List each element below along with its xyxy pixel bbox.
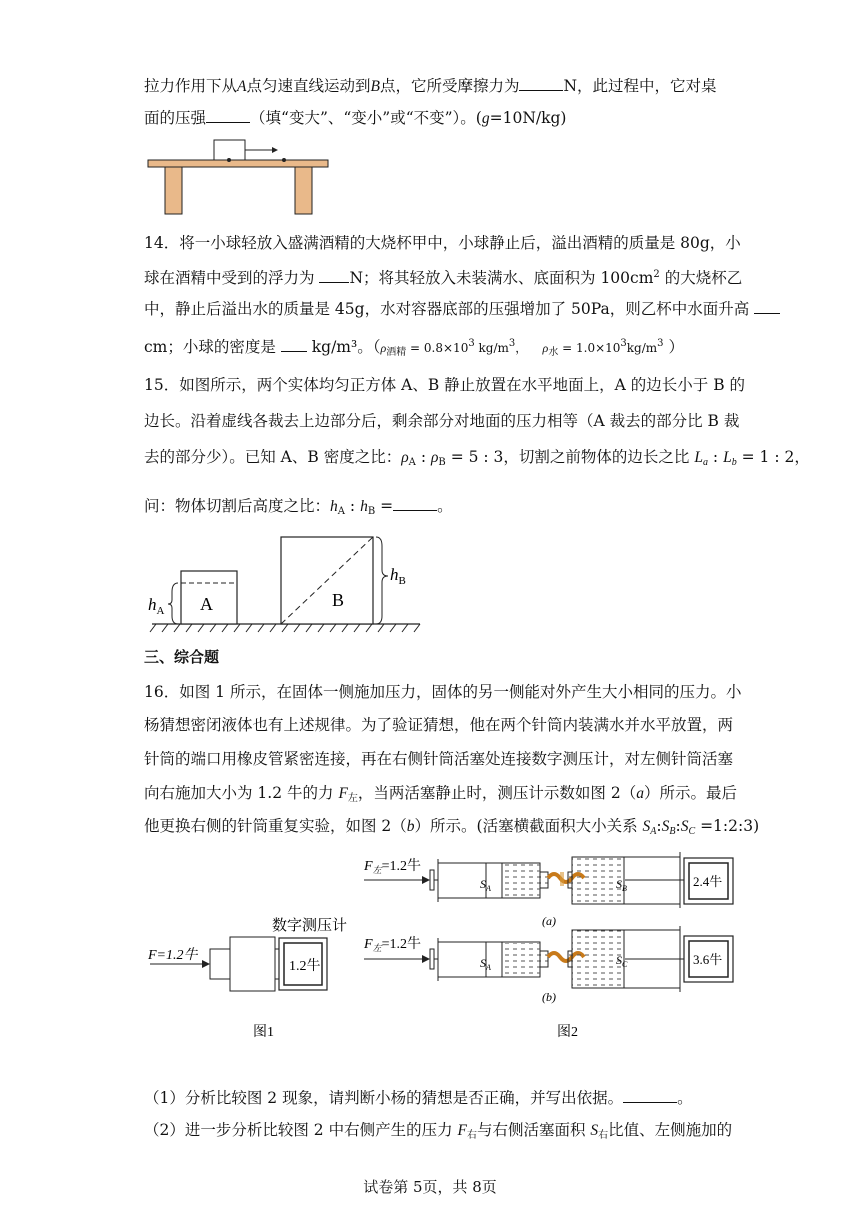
q15-line3: 去的部分少）。已知 A、B 密度之比：$\rho_A$ : $\rho_B = 5$ : 3，切割之前物体的边长之比 $L_a$ : $L_b = 1$ : 2， <box>144 448 810 468</box>
svg-text:SC: $S_C$ <box>616 953 628 969</box>
svg-text:(b): (b) <box>542 990 556 1004</box>
svg-text:(a): (a) <box>542 914 556 928</box>
q14-line2: 球在酒精中受到的浮力为 N；将其轻放入未装满水、底面积为 $100cm^2$ 的大烧杯乙 <box>144 264 742 289</box>
answer-blank[interactable] <box>519 74 563 91</box>
q16-sub2: （2）进一步分析比较图 2 中右侧产生的压力 $F_右$与右侧活塞面积 $S_右$比值、左侧施加的 <box>144 1121 733 1141</box>
answer-blank[interactable] <box>393 494 437 511</box>
q14-line1: 14．将一小球轻放入盛满酒精的大烧杯甲中，小球静止后，溢出酒精的质量是 80g，小 <box>144 234 741 252</box>
q14-line3: 中，静止后溢出水的质量是 45g，水对容器底部的压强增加了 50Pa，则乙杯中水面升高 <box>144 297 780 320</box>
answer-blank[interactable] <box>281 335 307 352</box>
svg-text:SA: $S_A$ <box>480 956 491 972</box>
hb-label: $h_B$ <box>390 565 406 587</box>
fig2b-meter-value: 3.6牛 <box>693 952 723 967</box>
cube-a-label: A <box>200 594 213 614</box>
fig1-meter-value: 1.2牛 <box>289 959 321 974</box>
q16-sub1: （1）分析比较图 2 现象，请判断小杨的猜想是否正确，并写出依据。 。 <box>144 1086 693 1109</box>
q16-line1: 16．如图 1 所示，在固体一侧施加压力，固体的另一侧能对外产生大小相同的压力。小 <box>144 683 742 701</box>
q15-line2: 边长。沿着虚线各裁去上边部分后，剩余部分对地面的压力相等（A 裁去的部分比 B 裁 <box>144 412 740 430</box>
q16-line2: 杨猜想密闭液体也有上述规律。为了验证猜想，他在两个针筒内装满水并水平放置，两 <box>144 716 734 734</box>
fig2-caption: 图2 <box>557 1025 578 1040</box>
q14-line4: cm；小球的密度是 kg/m³。（$\rho_{酒精} = 0.8\times 10^3$ $kg/m^3$， $\rho_水 = 1.0\times 10^3kg/m^3$ ） <box>144 333 684 364</box>
q15-line1: 15．如图所示，两个实体均匀正方体 A、B 静止放置在水平地面上，A 的边长小于 B 的 <box>144 376 746 394</box>
table-figure <box>148 138 330 214</box>
q16-line5: 他更换右侧的针筒重复实验，如图 2（b）所示。(活塞横截面积大小关系 $S_A:S_B:S_C$ =1:2:3) <box>144 817 760 837</box>
svg-text:F左=1.2牛: $F_左=1.2$牛 <box>364 859 421 875</box>
answer-blank[interactable] <box>754 297 780 314</box>
svg-text:SA: $S_A$ <box>480 877 491 893</box>
svg-text:F左=1.2牛: $F_左=1.2$牛 <box>364 937 421 953</box>
svg-text:SB: $S_B$ <box>616 877 627 893</box>
figure-2 <box>360 850 740 1040</box>
figure-1 <box>148 908 363 1043</box>
page-footer: 试卷第 5页，共 8页 <box>363 1178 497 1196</box>
q16-line3: 针筒的端口用橡皮管紧密连接，再在右侧针筒活塞处连接数字测压计，对左侧针筒活塞 <box>144 750 734 768</box>
answer-blank[interactable] <box>623 1086 677 1103</box>
fig1-force-label: F=1.2牛 <box>148 948 198 963</box>
meter-title: 数字测压计 <box>272 918 348 934</box>
fig2a-meter-value: 2.4牛 <box>693 874 723 889</box>
fig1-caption: 图1 <box>253 1025 274 1040</box>
section-title: 三、综合题 <box>144 648 220 666</box>
q13-line1: 拉力作用下从A点匀速直线运动到B点，它所受摩擦力为 N，此过程中，它对桌 <box>144 74 717 98</box>
q16-line4: 向右施加大小为 1.2 牛的力 $F_左$，当两活塞静止时，测压计示数如图 2（a）所示。最后 <box>144 784 737 804</box>
q15-line4: 问：物体切割后高度之比：$h_A$ : $h_B$ = 。 <box>144 494 453 523</box>
q13-line2: 面的压强 （填“变大”、“变小”或“不变”）。(g=10N/kg) <box>144 106 566 130</box>
ha-label: $h_A$ <box>148 595 165 617</box>
cubes-figure <box>148 532 423 634</box>
answer-blank[interactable] <box>206 106 250 123</box>
answer-blank[interactable] <box>319 266 349 283</box>
cube-b-label: B <box>332 590 345 610</box>
